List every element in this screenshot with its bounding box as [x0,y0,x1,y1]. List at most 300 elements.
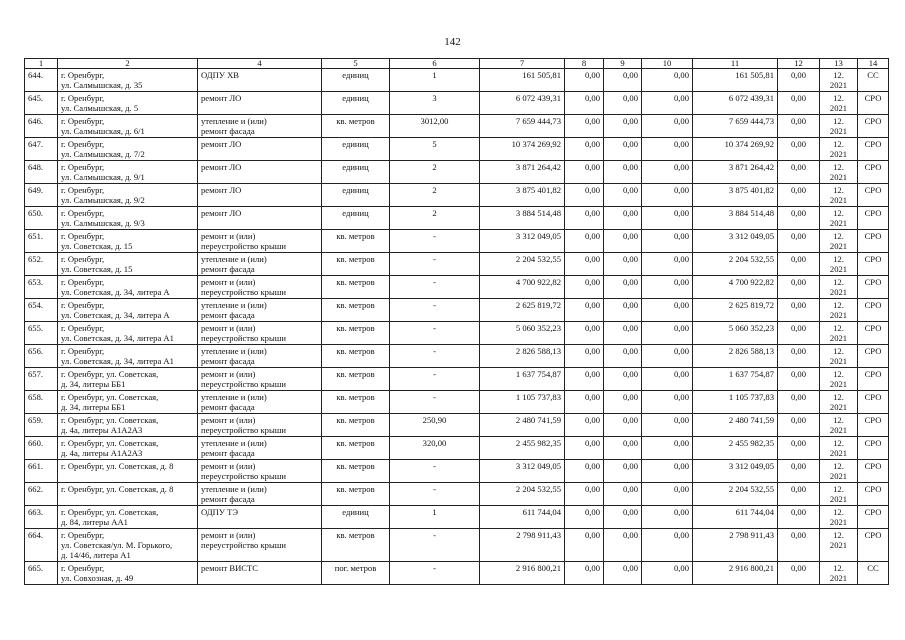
address-cell-line: г. Оренбург, [61,139,105,149]
unit-cell: кв. метров [322,414,390,437]
deadline-cell-line: 12. [833,93,844,103]
work-type-cell [198,483,322,506]
table-row [25,368,889,391]
address-cell-line: ул. Совхозная, д. 49 [61,573,134,583]
table-body [25,69,889,585]
work-type-cell-line: утепление и (или) [201,346,267,356]
page-number: 142 [444,36,461,48]
address-cell [58,184,198,207]
quantity-cell: 2 [390,207,480,230]
address-cell [58,322,198,345]
total-cost-cell: 1 637 754,87 [480,368,565,391]
table-row [25,253,889,276]
address-cell [58,138,198,161]
source-cell: СРО [858,138,889,161]
work-type-cell-line: ремонт фасада [201,448,255,458]
fund-cell: 0,00 [604,483,642,506]
total-cost-cell: 3 871 264,42 [480,161,565,184]
fund-cell: 0,00 [642,138,693,161]
address-cell-line: ул. Салмышская, д. 9/1 [61,172,145,182]
fund-cell: 0,00 [565,483,604,506]
source-cell: СРО [858,161,889,184]
work-type-cell-line: утепление и (или) [201,438,267,448]
total-cost-cell: 7 659 444,73 [480,115,565,138]
fund-cell: 0,00 [565,138,604,161]
work-type-cell-line: утепление и (или) [201,116,267,126]
work-type-cell-line: ремонт ВИСТС [201,563,259,573]
deadline-cell [820,69,858,92]
column-header: 8 [565,59,604,69]
column-header: 2 [58,59,198,69]
fund-cell: 0,00 [565,92,604,115]
table-row [25,230,889,253]
deadline-cell [820,299,858,322]
quantity-cell: 1 [390,69,480,92]
other-funds-cell: 0,00 [778,115,820,138]
address-cell-line: г. Оренбург, [61,70,105,80]
deadline-cell [820,460,858,483]
source-cell: СРО [858,276,889,299]
other-funds-cell: 0,00 [778,230,820,253]
unit-cell: пог. метров [322,562,390,585]
deadline-cell-line: 12. [833,277,844,287]
address-cell-line: г. Оренбург, ул. Советская, [61,369,159,379]
unit-cell: единиц [322,92,390,115]
fund-cell: 0,00 [642,368,693,391]
deadline-cell-line: 12. [833,415,844,425]
fund-cell: 0,00 [604,276,642,299]
deadline-cell [820,506,858,529]
work-type-cell-line: переустройство крыши [201,379,286,389]
row-number: 663. [25,506,58,529]
work-type-cell-line: ремонт и (или) [201,231,256,241]
address-cell-line: г. Оренбург, [61,323,105,333]
fund-cell: 0,00 [565,253,604,276]
deadline-cell [820,138,858,161]
work-type-cell [198,276,322,299]
column-header: 7 [480,59,565,69]
deadline-cell [820,207,858,230]
column-header: 6 [390,59,480,69]
work-type-cell-line: утепление и (или) [201,254,267,264]
owners-funds-cell: 4 700 922,82 [693,276,778,299]
address-cell-line: г. Оренбург, ул. Советская, д. 8 [61,461,174,471]
other-funds-cell: 0,00 [778,460,820,483]
work-type-cell-line: ремонт ЛО [201,208,242,218]
source-cell: СРО [858,414,889,437]
deadline-cell-line: 12. [833,530,844,540]
fund-cell: 0,00 [565,562,604,585]
work-type-cell [198,161,322,184]
address-cell-line: г. Оренбург, ул. Советская, д. 8 [61,484,174,494]
column-header: 13 [820,59,858,69]
deadline-cell-line: 12. [833,70,844,80]
address-cell-line: д. 4а, литеры А1А2А3 [61,425,143,435]
source-cell: СРО [858,184,889,207]
unit-cell: кв. метров [322,391,390,414]
total-cost-cell: 161 505,81 [480,69,565,92]
row-number: 658. [25,391,58,414]
address-cell [58,299,198,322]
fund-cell: 0,00 [565,276,604,299]
work-type-cell-line: ремонт фасада [201,126,255,136]
address-cell [58,483,198,506]
quantity-cell: - [390,299,480,322]
deadline-cell-line: 12. [833,392,844,402]
other-funds-cell: 0,00 [778,483,820,506]
address-cell-line: г. Оренбург, [61,116,105,126]
deadline-cell [820,345,858,368]
address-cell [58,69,198,92]
total-cost-cell: 5 060 352,23 [480,322,565,345]
total-cost-cell: 3 875 401,82 [480,184,565,207]
owners-funds-cell: 3 875 401,82 [693,184,778,207]
work-type-cell [198,414,322,437]
owners-funds-cell: 2 798 911,43 [693,529,778,562]
address-cell-line: г. Оренбург, [61,185,105,195]
row-number: 660. [25,437,58,460]
quantity-cell: 320,00 [390,437,480,460]
quantity-cell: - [390,322,480,345]
owners-funds-cell: 2 455 982,35 [693,437,778,460]
total-cost-cell: 1 105 737,83 [480,391,565,414]
work-type-cell-line: ОДПУ ХВ [201,70,240,80]
work-type-cell [198,92,322,115]
column-number-row [25,59,889,69]
source-cell: СРО [858,115,889,138]
address-cell-line: ул. Салмышская, д. 5 [61,103,139,113]
source-cell: СРО [858,207,889,230]
fund-cell: 0,00 [604,161,642,184]
quantity-cell: - [390,562,480,585]
deadline-cell-line: 2021 [829,195,848,205]
table-row [25,299,889,322]
fund-cell: 0,00 [565,230,604,253]
other-funds-cell: 0,00 [778,562,820,585]
fund-cell: 0,00 [604,529,642,562]
other-funds-cell: 0,00 [778,253,820,276]
deadline-cell [820,529,858,562]
deadline-cell-line: 12. [833,116,844,126]
work-type-cell-line: ремонт фасада [201,264,255,274]
fund-cell: 0,00 [604,92,642,115]
source-cell: СРО [858,529,889,562]
deadline-cell-line: 12. [833,323,844,333]
column-header: 1 [25,59,58,69]
total-cost-cell: 2 625 819,72 [480,299,565,322]
row-number: 650. [25,207,58,230]
fund-cell: 0,00 [642,322,693,345]
fund-cell: 0,00 [604,253,642,276]
column-header: 5 [322,59,390,69]
unit-cell: кв. метров [322,437,390,460]
unit-cell: единиц [322,161,390,184]
deadline-cell-line: 2021 [829,287,848,297]
fund-cell: 0,00 [565,299,604,322]
fund-cell: 0,00 [565,115,604,138]
work-type-cell-line: ремонт и (или) [201,277,256,287]
row-number: 645. [25,92,58,115]
address-cell [58,562,198,585]
fund-cell: 0,00 [604,184,642,207]
owners-funds-cell: 3 871 264,42 [693,161,778,184]
address-cell-line: ул. Салмышская, д. 9/3 [61,218,145,228]
source-cell: СРО [858,322,889,345]
table-row [25,184,889,207]
fund-cell: 0,00 [565,391,604,414]
work-type-cell [198,506,322,529]
work-type-cell-line: ремонт и (или) [201,415,256,425]
other-funds-cell: 0,00 [778,276,820,299]
deadline-cell-line: 12. [833,563,844,573]
fund-cell: 0,00 [642,437,693,460]
source-cell: СРО [858,253,889,276]
deadline-cell-line: 2021 [829,448,848,458]
other-funds-cell: 0,00 [778,161,820,184]
work-type-cell [198,562,322,585]
work-type-cell-line: ремонт ЛО [201,93,242,103]
deadline-cell-line: 12. [833,438,844,448]
address-cell [58,529,198,562]
address-cell-line: г. Оренбург, [61,563,105,573]
deadline-cell-line: 2021 [829,471,848,481]
address-cell [58,506,198,529]
deadline-cell-line: 12. [833,254,844,264]
work-type-cell [198,230,322,253]
work-type-cell [198,138,322,161]
other-funds-cell: 0,00 [778,299,820,322]
unit-cell: единиц [322,138,390,161]
table-row [25,391,889,414]
column-header: 9 [604,59,642,69]
fund-cell: 0,00 [565,437,604,460]
owners-funds-cell: 10 374 269,92 [693,138,778,161]
deadline-cell-line: 12. [833,484,844,494]
table-row [25,562,889,585]
unit-cell: единиц [322,184,390,207]
unit-cell: кв. метров [322,460,390,483]
address-cell-line: г. Оренбург, [61,300,105,310]
quantity-cell: 3 [390,92,480,115]
other-funds-cell: 0,00 [778,414,820,437]
deadline-cell-line: 12. [833,461,844,471]
deadline-cell-line: 2021 [829,126,848,136]
fund-cell: 0,00 [604,299,642,322]
unit-cell: кв. метров [322,529,390,562]
capital-repair-table [24,58,889,585]
owners-funds-cell: 2 826 588,13 [693,345,778,368]
address-cell-line: д. 34, литеры ББ1 [61,402,126,412]
deadline-cell [820,161,858,184]
deadline-cell [820,184,858,207]
other-funds-cell: 0,00 [778,207,820,230]
unit-cell: кв. метров [322,230,390,253]
work-type-cell [198,368,322,391]
work-type-cell-line: ремонт фасада [201,402,255,412]
owners-funds-cell: 6 072 439,31 [693,92,778,115]
work-type-cell [198,299,322,322]
total-cost-cell: 2 826 588,13 [480,345,565,368]
unit-cell: кв. метров [322,322,390,345]
quantity-cell: - [390,253,480,276]
table-row [25,322,889,345]
deadline-cell-line: 2021 [829,573,848,583]
address-cell-line: г. Оренбург, ул. Советская, [61,415,159,425]
deadline-cell [820,391,858,414]
fund-cell: 0,00 [604,368,642,391]
row-number: 661. [25,460,58,483]
owners-funds-cell: 1 105 737,83 [693,391,778,414]
other-funds-cell: 0,00 [778,506,820,529]
fund-cell: 0,00 [642,299,693,322]
address-cell-line: ул. Советская, д. 34, литера А [61,287,170,297]
fund-cell: 0,00 [565,460,604,483]
other-funds-cell: 0,00 [778,322,820,345]
address-cell-line: г. Оренбург, [61,254,105,264]
unit-cell: кв. метров [322,483,390,506]
address-cell-line: ул. Советская/ул. М. Горького, [61,540,173,550]
work-type-cell-line: ремонт и (или) [201,323,256,333]
table-row [25,483,889,506]
table-row [25,115,889,138]
fund-cell: 0,00 [565,207,604,230]
row-number: 654. [25,299,58,322]
fund-cell: 0,00 [565,322,604,345]
work-type-cell [198,391,322,414]
owners-funds-cell: 2 916 800,21 [693,562,778,585]
work-type-cell [198,529,322,562]
fund-cell: 0,00 [604,460,642,483]
address-cell [58,460,198,483]
address-cell-line: д. 4а, литеры А1А2А3 [61,448,143,458]
work-type-cell-line: переустройство крыши [201,425,286,435]
total-cost-cell: 6 072 439,31 [480,92,565,115]
address-cell [58,368,198,391]
total-cost-cell: 4 700 922,82 [480,276,565,299]
owners-funds-cell: 3 312 049,05 [693,460,778,483]
fund-cell: 0,00 [642,276,693,299]
work-type-cell-line: ОДПУ ТЭ [201,507,239,517]
fund-cell: 0,00 [604,414,642,437]
table-row [25,506,889,529]
deadline-cell [820,437,858,460]
address-cell-line: г. Оренбург, [61,346,105,356]
address-cell-line: д. 84, литеры АА1 [61,517,128,527]
address-cell [58,391,198,414]
deadline-cell [820,483,858,506]
address-cell [58,437,198,460]
table-row [25,276,889,299]
fund-cell: 0,00 [604,207,642,230]
work-type-cell-line: ремонт ЛО [201,185,242,195]
fund-cell: 0,00 [565,368,604,391]
owners-funds-cell: 611 744,04 [693,506,778,529]
work-type-cell-line: переустройство крыши [201,241,286,251]
fund-cell: 0,00 [642,115,693,138]
fund-cell: 0,00 [604,391,642,414]
other-funds-cell: 0,00 [778,138,820,161]
fund-cell: 0,00 [642,184,693,207]
work-type-cell [198,345,322,368]
fund-cell: 0,00 [642,483,693,506]
address-cell-line: ул. Советская, д. 34, литера А [61,310,170,320]
address-cell [58,253,198,276]
deadline-cell-line: 12. [833,300,844,310]
source-cell: СС [858,562,889,585]
fund-cell: 0,00 [565,345,604,368]
deadline-cell-line: 2021 [829,402,848,412]
address-cell-line: г. Оренбург, [61,530,105,540]
quantity-cell: 2 [390,184,480,207]
table-row [25,529,889,562]
other-funds-cell: 0,00 [778,69,820,92]
quantity-cell: - [390,368,480,391]
work-type-cell-line: переустройство крыши [201,471,286,481]
work-type-cell [198,460,322,483]
address-cell-line: г. Оренбург, [61,277,105,287]
fund-cell: 0,00 [642,414,693,437]
source-cell: СРО [858,230,889,253]
table-row [25,345,889,368]
row-number: 653. [25,276,58,299]
work-type-cell [198,253,322,276]
fund-cell: 0,00 [642,529,693,562]
fund-cell: 0,00 [604,138,642,161]
fund-cell: 0,00 [604,115,642,138]
fund-cell: 0,00 [604,230,642,253]
deadline-cell-line: 2021 [829,540,848,550]
column-header: 11 [693,59,778,69]
quantity-cell: - [390,276,480,299]
work-type-cell-line: утепление и (или) [201,392,267,402]
table-row [25,207,889,230]
quantity-cell: - [390,460,480,483]
other-funds-cell: 0,00 [778,92,820,115]
source-cell: СРО [858,483,889,506]
owners-funds-cell: 2 204 532,55 [693,483,778,506]
source-cell: СРО [858,437,889,460]
fund-cell: 0,00 [604,506,642,529]
address-cell-line: ул. Советская, д. 34, литера А1 [61,333,174,343]
source-cell: СРО [858,460,889,483]
fund-cell: 0,00 [642,161,693,184]
table-row [25,161,889,184]
deadline-cell-line: 12. [833,162,844,172]
address-cell [58,230,198,253]
deadline-cell-line: 2021 [829,379,848,389]
total-cost-cell: 2 798 911,43 [480,529,565,562]
row-number: 657. [25,368,58,391]
address-cell-line: д. 14/46, литера А1 [61,550,131,560]
address-cell-line: ул. Салмышская, д. 7/2 [61,149,145,159]
total-cost-cell: 2 480 741,59 [480,414,565,437]
fund-cell: 0,00 [642,391,693,414]
owners-funds-cell: 7 659 444,73 [693,115,778,138]
address-cell-line: г. Оренбург, [61,231,105,241]
other-funds-cell: 0,00 [778,391,820,414]
table-row [25,138,889,161]
deadline-cell-line: 2021 [829,494,848,504]
fund-cell: 0,00 [642,230,693,253]
work-type-cell [198,437,322,460]
deadline-cell-line: 2021 [829,149,848,159]
unit-cell: единиц [322,506,390,529]
fund-cell: 0,00 [565,414,604,437]
deadline-cell [820,562,858,585]
work-type-cell-line: ремонт и (или) [201,461,256,471]
fund-cell: 0,00 [642,345,693,368]
source-cell: СРО [858,299,889,322]
